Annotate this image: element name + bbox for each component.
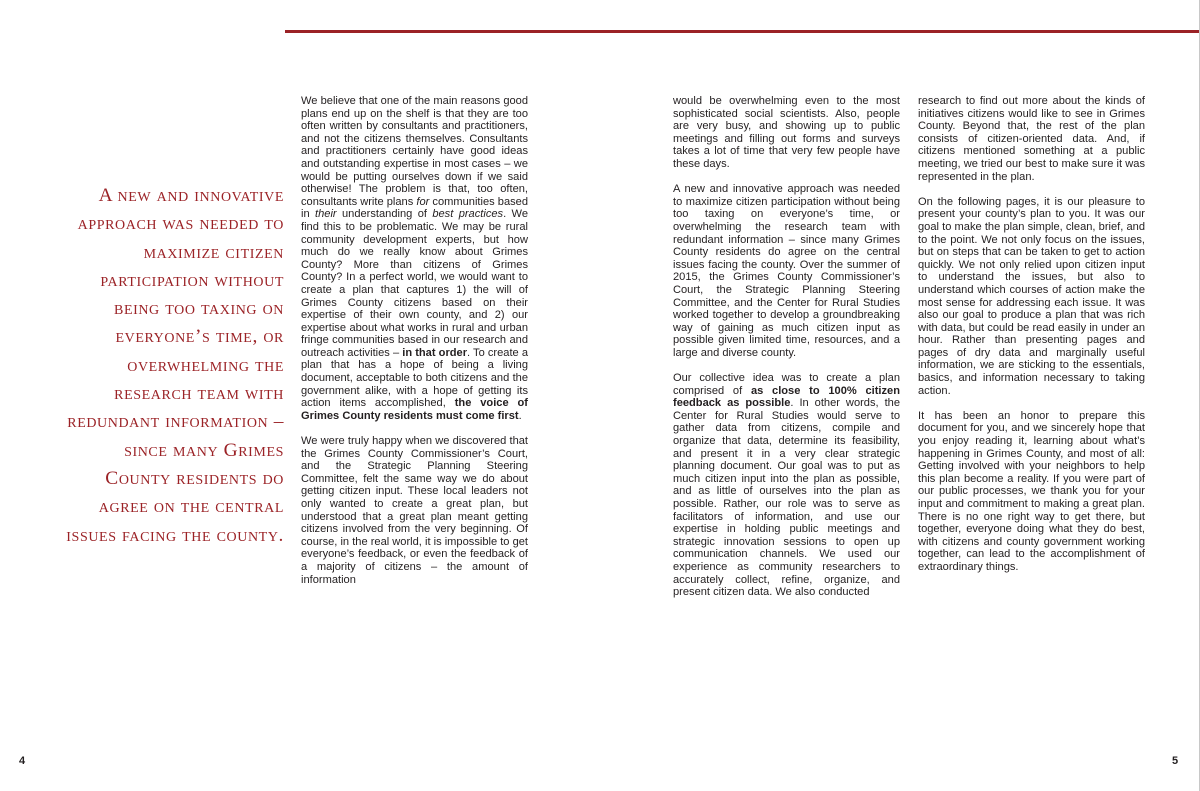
- text-run: understanding of: [336, 208, 433, 221]
- header-rule: [285, 30, 1200, 33]
- text-run: .: [518, 409, 522, 422]
- italic-text: for: [416, 195, 430, 208]
- page-number-right: 5: [1172, 755, 1179, 767]
- text-run: . We find this to be problematic. We may be rural community development experts, but how much do we really know about Grimes County? More than citizens of Grimes County? In a perfect world, we would want to create a plan that captures 1) the will of Grimes County citizens based on their expertise of their own county, and 2) our expertise about what works in rural and urban fringe communities based in our research and outreach activities –: [301, 208, 528, 359]
- text-column-2: [673, 95, 900, 599]
- text-run: . In other words, the Center for Rural Studies would serve to gather data from citizens, compile and organize that data, determine its feasibility, and present it in a very clear strategic planning document. Our goal was to put as much citizen input into the plan as possible, and as little of ourselves into the plan as possible. Rather, our role was to serve as facilitators of information, and use our expertise in holding public meetings and strategic innovation sessions to open up communication channels. We used our experience as community researchers to accurately collect, refine, organize, and present citizen data. We also conducted: [673, 397, 900, 599]
- page-number-left: 4: [19, 755, 26, 767]
- column2-paragraph-3: [673, 372, 900, 599]
- text-run: communities based in: [301, 195, 528, 221]
- column2-paragraph-2: A new and innovative approach was needed to maximize citizen participation without being too taxing on everyone’s time, or overwhelming the research team with redundant information – since many Grimes County residents do agree on the central issues facing the county. Over the summer of 2015, the Grimes County Commissioner’s Court, the Strategic Planning Steering Committee, and the Center for Rural Studies worked together to develop a groundbreaking way of gaining as much citizen input as possible given limited time, resources, and a large and diverse county.: [673, 183, 900, 359]
- italic-text: best practices: [432, 208, 504, 221]
- text-column-3: [918, 95, 1145, 574]
- column1-paragraph-2: We were truly happy when we discovered that the Grimes County Commissioner’s Court, and the Strategic Planning Steering Committee, felt the same way we do about getting citizen input. These local leaders not only wanted to create a great plan, but understood that a great plan meant getting citizens involved from the very beginning. Of course, in the real world, it is impossible to get everyone’s feedback, or even the feedback of a majority of citizens – the amount of information: [301, 435, 528, 586]
- column3-paragraph-3: It has been an honor to prepare this document for you, and we sincerely hope that you enjoy reading it, learning about what’s happening in Grimes County, and most of all: Getting involved with your neighbors to help this plan become a reality. If you were part of our public processes, we thank you for your input and commitment to making a great plan. There is no one right way to get there, but together, everyone doing what they do best, with citizens and county government working together, can lead to the accomplishment of extraordinary things.: [918, 409, 1145, 573]
- text-run: We believe that one of the main reasons good plans end up on the shelf is that they are too often written by consultants and practitioners, and not the citizens themselves. Consultants and practitioners certainly have good ideas and outstanding expertise in most cases – we would be putting ourselves down if we said otherwise! The problem is that, too often, consultants write plans: [301, 95, 528, 208]
- text-run: Our collective idea was to create a plan comprised of: [673, 372, 900, 397]
- italic-text: their: [315, 208, 337, 221]
- column3-paragraph-1: research to find out more about the kinds of initiatives citizens would like to see in Grimes County. Beyond that, the rest of the plan consists of citizen-oriented data. And, if citizens mentioned something at a public meeting, we tried our best to make sure it was represented in the plan.: [918, 95, 1145, 183]
- column2-paragraph-1: would be overwhelming even to the most sophisticated social scientists. Also, people are very busy, and showing up to public meetings and filling out forms and surveys takes a lot of time that very few people have these days.: [673, 95, 900, 170]
- column1-paragraph-1: [301, 95, 528, 422]
- bold-text: the voice of Grimes County residents must come first: [301, 397, 528, 422]
- bold-text: in that order: [402, 346, 468, 359]
- column3-paragraph-2: On the following pages, it is our pleasure to present your county’s plan to you. It was our goal to make the plan simple, clean, brief, and to the point. We not only focus on the issues, but on steps that can be taken to get to action quickly. We not only relied upon citizen input to understand the issues, but also to understand which courses of action make the most sense for addressing each issue. It was also our goal to produce a plan that was rich with data, but could be read easily in under an hour. Rather than presenting pages and pages of dry data and marginally useful information, we are sticking to the essentials, basics, and information necessary to taking action.: [918, 195, 1145, 397]
- bold-text: as close to 100% citizen feedback as possible: [673, 384, 901, 410]
- pull-quote: A new and innovative approach was needed to maximize citizen participation without being too taxing on everyone’s time, or overwhelming the research team with redundant information – since many Grimes County residents do agree on the central issues facing the county.: [66, 185, 284, 546]
- text-run: . To create a plan that has a hope of being a living document, acceptable to both citizens and the government alike, with a hope of getting its action items accomplished,: [301, 346, 528, 410]
- text-column-1: [301, 95, 528, 586]
